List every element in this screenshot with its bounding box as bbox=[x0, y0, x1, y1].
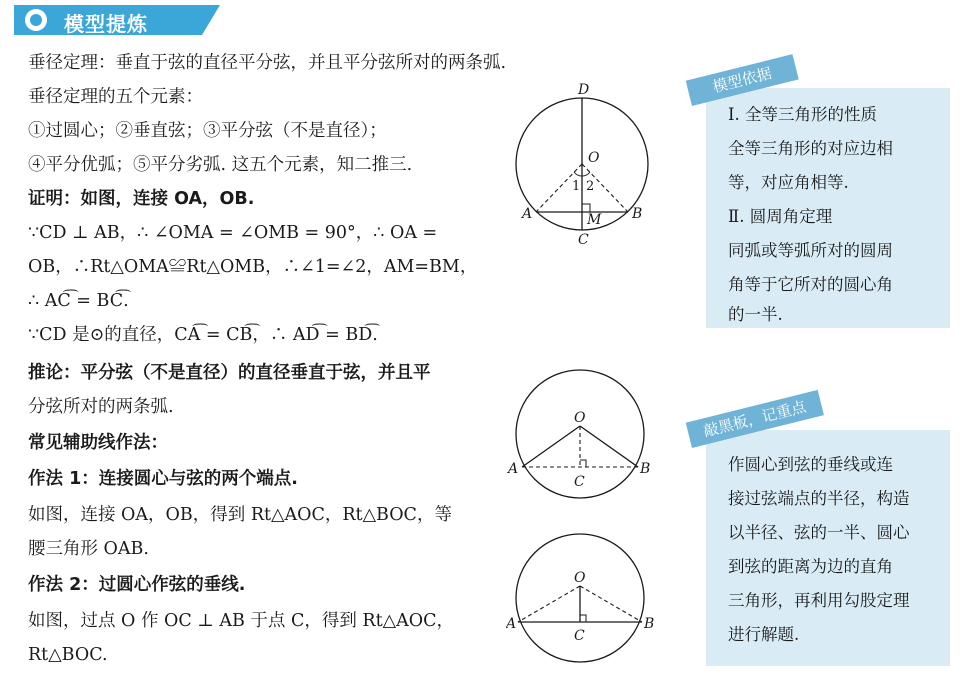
method-2-line-1: 如图，过点 O 作 OC ⊥ AB 于点 C，得到 Rt△AOC， bbox=[28, 611, 454, 631]
corollary-line-2: 分弦所对的两条弧. bbox=[28, 397, 174, 417]
label-D: D bbox=[578, 82, 590, 98]
model-basis-note bbox=[706, 64, 950, 328]
aux-lines-heading: 常见辅助线作法： bbox=[28, 433, 168, 453]
label-C: C bbox=[578, 232, 589, 248]
label-angle-2: 2 bbox=[586, 179, 595, 194]
proof-line-2: ∵CD ⊥ AB，∴ ∠OMA = ∠OMB = 90°，∴ OA = bbox=[28, 223, 438, 243]
label-C: C bbox=[574, 474, 585, 490]
note1-line-4: Ⅱ. 圆周角定理 bbox=[728, 207, 833, 226]
method-1-line-2: 腰三角形 OAB. bbox=[28, 539, 149, 559]
note2-line-1: 作圆心到弦的垂线或连 bbox=[728, 455, 893, 474]
note2-line-2: 接过弦端点的半径，构造 bbox=[728, 489, 910, 508]
section-header bbox=[14, 5, 220, 35]
model-basis-tag-label: 模型依据 bbox=[710, 64, 774, 97]
note2-line-5: 三角形，再利用勾股定理 bbox=[728, 591, 910, 610]
figure-method-2 bbox=[506, 526, 656, 668]
note1-line-7: 的一半. bbox=[728, 305, 783, 324]
proof-line-1: 证明：如图，连接 OA，OB. bbox=[28, 189, 255, 209]
key-point-note bbox=[701, 397, 950, 666]
proof-line-4: ∴ AC͡ = BC͡. bbox=[28, 291, 129, 311]
note2-line-3: 以半径、弦的一半、圆心 bbox=[728, 523, 910, 542]
method-2-title: 作法 2：过圆心作弦的垂线. bbox=[28, 575, 246, 595]
five-elements-heading: 垂径定理的五个元素： bbox=[28, 87, 203, 107]
note1-line-6: 角等于它所对的圆心角 bbox=[728, 275, 893, 294]
elements-line-2: ④平分优弧；⑤平分劣弧. 这五个元素，知二推三. bbox=[28, 155, 413, 175]
label-A: A bbox=[506, 616, 517, 632]
label-C: C bbox=[574, 628, 585, 644]
note2-line-4: 到弦的距离为边的直角 bbox=[728, 557, 893, 576]
label-A: A bbox=[508, 461, 519, 477]
note1-line-3: 等，对应角相等. bbox=[728, 173, 849, 192]
figure-method-1 bbox=[506, 364, 656, 500]
elements-line-1: ①过圆心；②垂直弦；③平分弦（不是直径）； bbox=[28, 121, 387, 141]
note1-line-5: 同弧或等弧所对的圆周 bbox=[728, 241, 893, 260]
label-A: A bbox=[522, 206, 533, 222]
label-B: B bbox=[644, 616, 655, 632]
label-O: O bbox=[574, 570, 586, 586]
method-1-title: 作法 1：连接圆心与弦的两个端点. bbox=[28, 469, 298, 489]
section-title: 模型提炼 bbox=[64, 12, 148, 36]
corollary-line-1: 推论：平分弦（不是直径）的直径垂直于弦，并且平 bbox=[28, 363, 431, 383]
note2-line-6: 进行解题. bbox=[728, 625, 800, 644]
label-angle-1: 1 bbox=[572, 179, 581, 194]
label-O: O bbox=[588, 150, 600, 166]
key-point-tag bbox=[686, 390, 824, 448]
label-B: B bbox=[640, 461, 651, 477]
proof-line-5: ∵CD 是⊙的直径，CA͡ = CB͡，∴ AD͡ = BD͡. bbox=[28, 325, 378, 345]
key-point-tag-label: 敲黑板，记重点 bbox=[701, 397, 808, 441]
figure-diameter-chord bbox=[508, 78, 668, 250]
label-B: B bbox=[632, 206, 643, 222]
label-O: O bbox=[574, 410, 586, 426]
note1-line-1: Ⅰ. 全等三角形的性质 bbox=[728, 105, 878, 124]
note1-line-2: 全等三角形的对应边相 bbox=[728, 139, 893, 158]
method-2-line-2: Rt△BOC. bbox=[28, 645, 108, 665]
theorem-statement: 垂径定理：垂直于弦的直径平分弦，并且平分弦所对的两条弧. bbox=[28, 53, 507, 73]
label-M: M bbox=[587, 212, 602, 228]
proof-line-3: OB，∴Rt△OMA≌Rt△OMB，∴∠1=∠2，AM=BM， bbox=[28, 257, 478, 277]
method-1-line-1: 如图，连接 OA，OB，得到 Rt△AOC，Rt△BOC，等 bbox=[28, 505, 452, 525]
